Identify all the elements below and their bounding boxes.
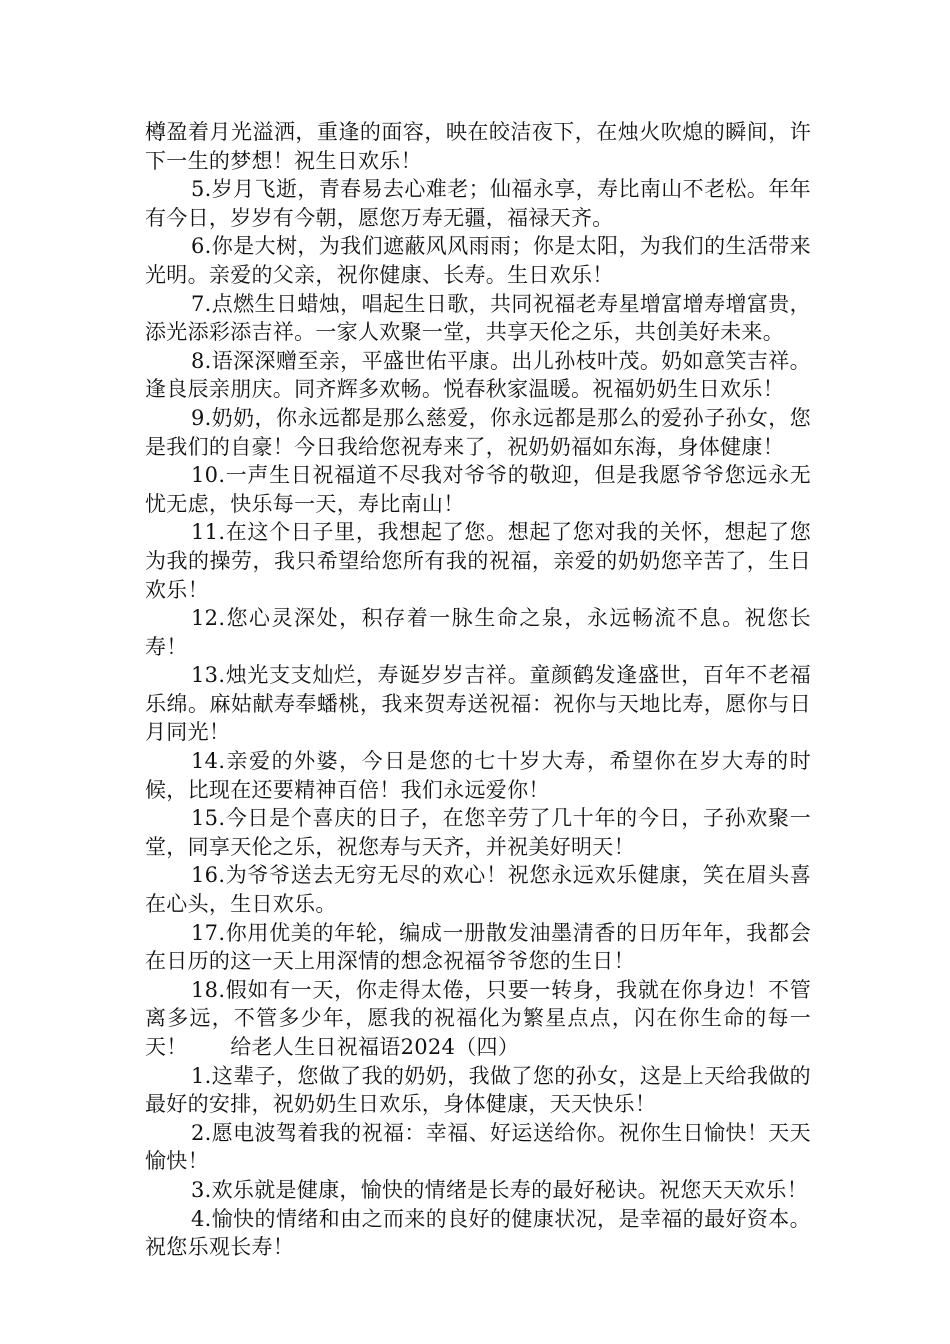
paragraph-section4-item-2: 2.愿电波驾着我的祝福：幸福、好运送给你。祝你生日愉快！天天愉快！ xyxy=(145,1120,811,1174)
paragraph-item-18: 18.假如有一天，你走得太倦，只要一转身，我就在你身边！不管离多远，不管多少年，愿我的祝福化为繁星点点，闪在你生命的每一天！ 给老人生日祝福语2024（四） xyxy=(145,977,811,1059)
paragraph-item-5: 5.岁月飞逝，青春易去心难老；仙福永享，寿比南山不老松。年年有今日，岁岁有今朝，愿您万寿无疆，福禄天齐。 xyxy=(145,177,811,230)
paragraph-item-12: 12.您心灵深处，积存着一脉生命之泉，永远畅流不息。祝您长寿！ xyxy=(145,606,811,659)
paragraph-item-7: 7.点燃生日蜡烛，唱起生日歌，共同祝福老寿星增富增寿增富贵，添光添彩添吉祥。一家人欢聚一堂，共享天伦之乐，共创美好未来。 xyxy=(145,291,811,345)
paragraph-item-10: 10.一声生日祝福道不尽我对爷爷的敬迎，但是我愿爷爷您远永无忧无虑，快乐每一天，寿比南山！ xyxy=(145,463,811,516)
paragraph-section4-item-3: 3.欢乐就是健康，愉快的情绪是长寿的最好秘诀。祝您天天欢乐！ xyxy=(191,1177,809,1202)
paragraph-item-16: 16.为爷爷送去无穷无尽的欢心！祝您永远欢乐健康，笑在眉头喜在心头，生日欢乐。 xyxy=(145,863,811,917)
paragraph-item-11: 11.在这个日子里，我想起了您。想起了您对我的关怀，想起了您为我的操劳，我只希望给您所有我的祝福，亲爱的奶奶您辛苦了，生日欢乐！ xyxy=(145,520,811,602)
paragraph-item-17: 17.你用优美的年轮，编成一册散发油墨清香的日历年年，我都会在日历的这一天上用深情的想念祝福爷爷您的生日！ xyxy=(145,920,811,974)
paragraph-item-15: 15.今日是个喜庆的日子，在您辛劳了几十年的今日，子孙欢聚一堂，同享天伦之乐，祝您寿与天齐，并祝美好明天！ xyxy=(145,806,811,859)
document-body xyxy=(145,118,811,1262)
paragraph-section4-item-4: 4.愉快的情绪和由之而来的良好的健康状况，是幸福的最好资本。祝您乐观长寿！ xyxy=(145,1206,811,1260)
paragraph-item-8: 8.语深深赠至亲，平盛世佑平康。出儿孙枝叶茂。奶如意笑吉祥。逢良辰亲朋庆。同齐辉多欢畅。悦春秋家温暖。祝福奶奶生日欢乐！ xyxy=(145,348,811,402)
paragraph-section4-item-1: 1.这辈子，您做了我的奶奶，我做了您的孙女，这是上天给我做的最好的安排，祝奶奶生日欢乐，身体健康，天天快乐！ xyxy=(145,1063,811,1117)
paragraph-item-14: 14.亲爱的外婆，今日是您的七十岁大寿，希望你在岁大寿的时候，比现在还要精神百倍！我们永远爱你！ xyxy=(145,749,811,802)
paragraph-item-13: 13.烛光支支灿烂，寿诞岁岁吉祥。童颜鹤发逢盛世，百年不老福乐绵。麻姑献寿奉蟠桃，我来贺寿送祝福：祝你与天地比寿，愿你与日月同光！ xyxy=(145,663,811,745)
paragraph-item-6: 6.你是大树，为我们遮蔽风风雨雨；你是太阳，为我们的生活带来光明。亲爱的父亲，祝你健康、长寿。生日欢乐！ xyxy=(145,234,811,287)
paragraph-continuation: 樽盈着月光溢洒，重逢的面容，映在皎洁夜下，在烛火吹熄的瞬间，许下一生的梦想！祝生日欢乐！ xyxy=(145,120,811,173)
paragraph-item-9: 9.奶奶，你永远都是那么慈爱，你永远都是那么的爱孙子孙女，您是我们的自豪！今日我给您祝寿来了，祝奶奶福如东海，身体健康！ xyxy=(145,405,811,459)
